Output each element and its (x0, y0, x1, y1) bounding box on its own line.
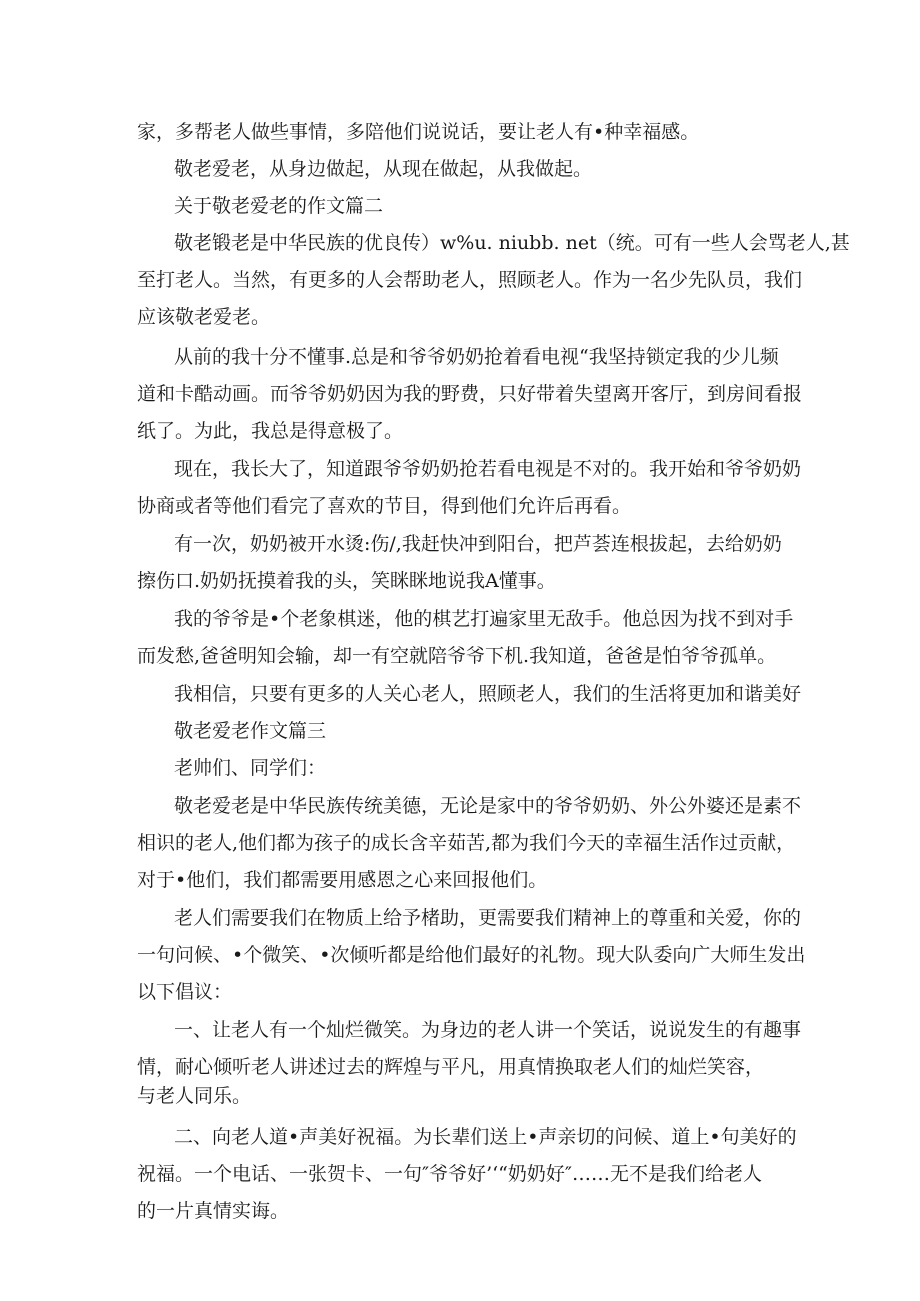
text-line: 敬老爱老，从身边做起，从现在做起，从我做起。 (174, 158, 593, 180)
text-line: 敬老锻老是中华民族的优良传）w%u. niubb. net（统。可有一些人会骂老人,甚 (174, 232, 850, 254)
text-line: 情，耐心倾听老人讲述过去的辉煌与平凡，用真情换取老人们的灿烂笑容， (137, 1056, 765, 1078)
text-line: 一、让老人有一个灿烂微笑。为身边的老人讲一个笑话，说说发生的有趣事 (174, 1019, 802, 1041)
text-line: 老帅们、同学们： (174, 757, 327, 779)
text-line: 以下倡议： (137, 981, 233, 1003)
text-line: 应该敬老爱老。 (137, 306, 271, 328)
section-heading: 关于敬老爱老的作文篇二 (174, 195, 384, 217)
section-heading: 敬老爱老作文篇三 (174, 720, 327, 742)
text-line: 我相信，只要有更多的人关心老人，照顾老人，我们的生活将更加和谐美好 (174, 683, 802, 705)
text-line: 一句问候、•个微笑、•次倾听都是给他们最好的礼物。现大队委向广大师生发出 (137, 944, 806, 966)
text-line: 纸了。为此，我总是得意极了。 (137, 420, 404, 442)
text-line: 祝福。一个电话、一张贺卡、一句″爷爷好’‘“奶奶好″……无不是我们给老人 (137, 1163, 762, 1185)
text-line: 道和卡酷动画。而爷爷奶奶因为我的野费，只好带着失望离开客厅，到房间看报 (137, 383, 803, 405)
text-line: 擦伤口.奶奶抚摸着我的头，笑眯眯地说我A懂事。 (137, 570, 556, 592)
text-line: 相识的老人,他们都为孩子的成长含辛茹苦,都为我们今天的幸福生活作过贡献， (137, 832, 796, 854)
text-line: 老人们需要我们在物质上给予楮助，更需要我们精神上的尊重和关爱，你的 (174, 907, 802, 929)
text-line: 二、向老人道•声美好祝福。为长辈们送上•声亲切的问候、道上•句美好的 (174, 1126, 797, 1148)
text-line: 对于•他们，我们都需要用感恩之心来回报他们。 (137, 869, 548, 891)
text-line: 我的爷爷是•个老象棋迷，他的棋艺打遍家里无敌手。他总因为找不到对手 (174, 608, 794, 630)
text-line: 而发愁,爸爸明知会输，却一有空就陪爷爷下机.我知道，爸爸是怕爷爷孤单。 (137, 645, 777, 667)
text-line: 从前的我十分不懂事.总是和爷爷奶奶抢着看电视“我坚持锁定我的少儿频 (174, 346, 779, 368)
text-line: 与老人同乐。 (137, 1085, 252, 1107)
text-line: 有一次，奶奶被开水烫:伤/,我赶快冲到阳台，把芦荟连根拔起，去给奶奶 (174, 533, 782, 555)
text-line: 敬老爱老是中华民族传统美德，无论是家中的爷爷奶奶、外公外婆还是素不 (174, 795, 802, 817)
text-line: 现在，我长大了，知道跟爷爷奶奶抢若看电视是不对的。我开始和爷爷奶奶 (174, 458, 802, 480)
text-line: 的一片真情实诲。 (137, 1200, 290, 1222)
text-line: 家，多帮老人做些事情，多陪他们说说话，要让老人有•种幸福感。 (137, 121, 700, 143)
text-line: 至打老人。当然，有更多的人会帮助老人，照顾老人。作为一名少先队员，我们 (137, 269, 803, 291)
text-line: 协商或者等他们看完了喜欢的节目，得到他们允许后再看。 (137, 495, 632, 517)
